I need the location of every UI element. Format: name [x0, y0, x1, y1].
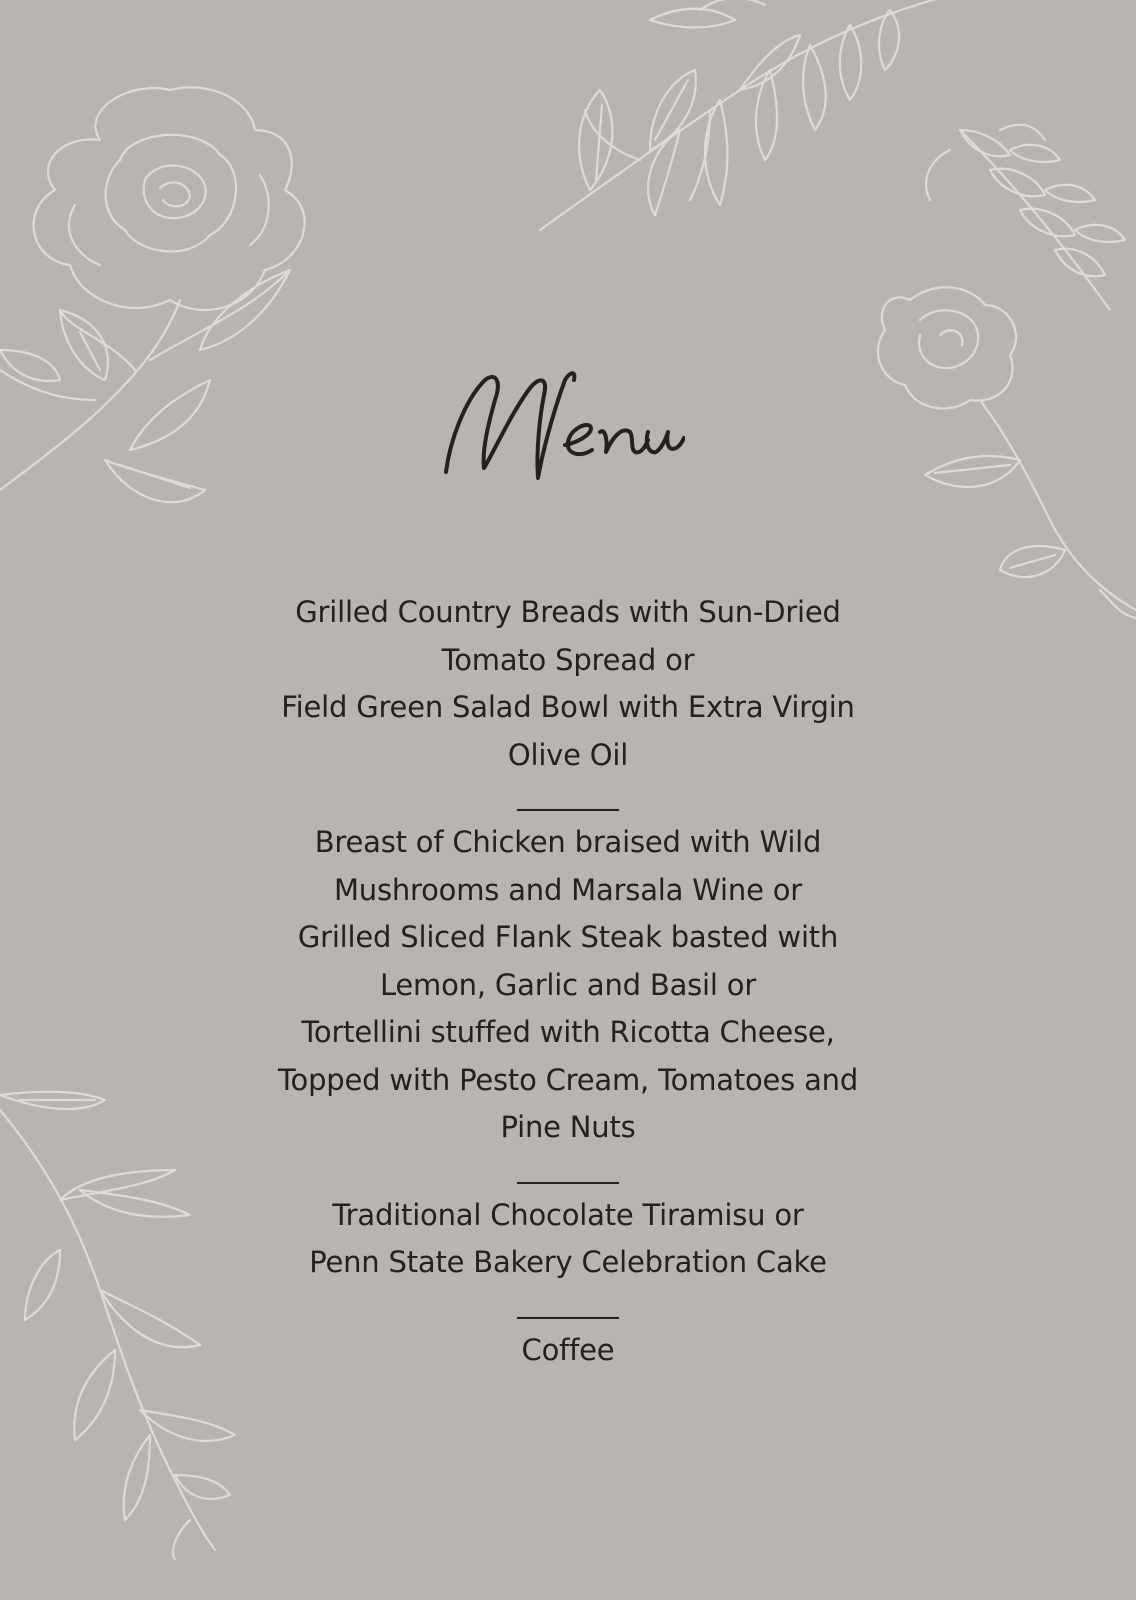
menu-item-line: Tortellini stuffed with Ricotta Cheese,	[301, 1015, 835, 1049]
course-divider: _______	[517, 1149, 619, 1184]
menu-item-line: Mushrooms and Marsala Wine or	[333, 872, 803, 907]
menu-body	[168, 589, 968, 1374]
course-divider: _______	[517, 1284, 619, 1319]
menu-item-line: Topped with Pesto Cream, Tomatoes and	[277, 1062, 859, 1097]
menu-item-line: Grilled Sliced Flank Steak basted with	[297, 920, 839, 954]
menu-item-line: Tomato Spread or	[441, 642, 695, 677]
menu-item-line: Olive Oil	[507, 737, 629, 772]
menu-item-line: Lemon, Garlic and Basil or	[379, 967, 757, 1002]
menu-title-lettering	[440, 360, 685, 490]
menu-item-line: Breast of Chicken braised with Wild	[314, 825, 822, 859]
menu-item-line: Traditional Chocolate Tiramisu or	[332, 1197, 804, 1232]
menu-item-line: Grilled Country Breads with Sun-Dried	[295, 595, 841, 629]
menu-item-line: Penn State Bakery Celebration Cake	[309, 1245, 827, 1279]
menu-item-line: Pine Nuts	[500, 1110, 636, 1144]
menu-item-line: Coffee	[521, 1332, 615, 1367]
menu-item-line: Field Green Salad Bowl with Extra Virgin	[281, 690, 855, 724]
course-divider: _______	[517, 777, 619, 811]
menu-title	[0, 360, 1136, 500]
